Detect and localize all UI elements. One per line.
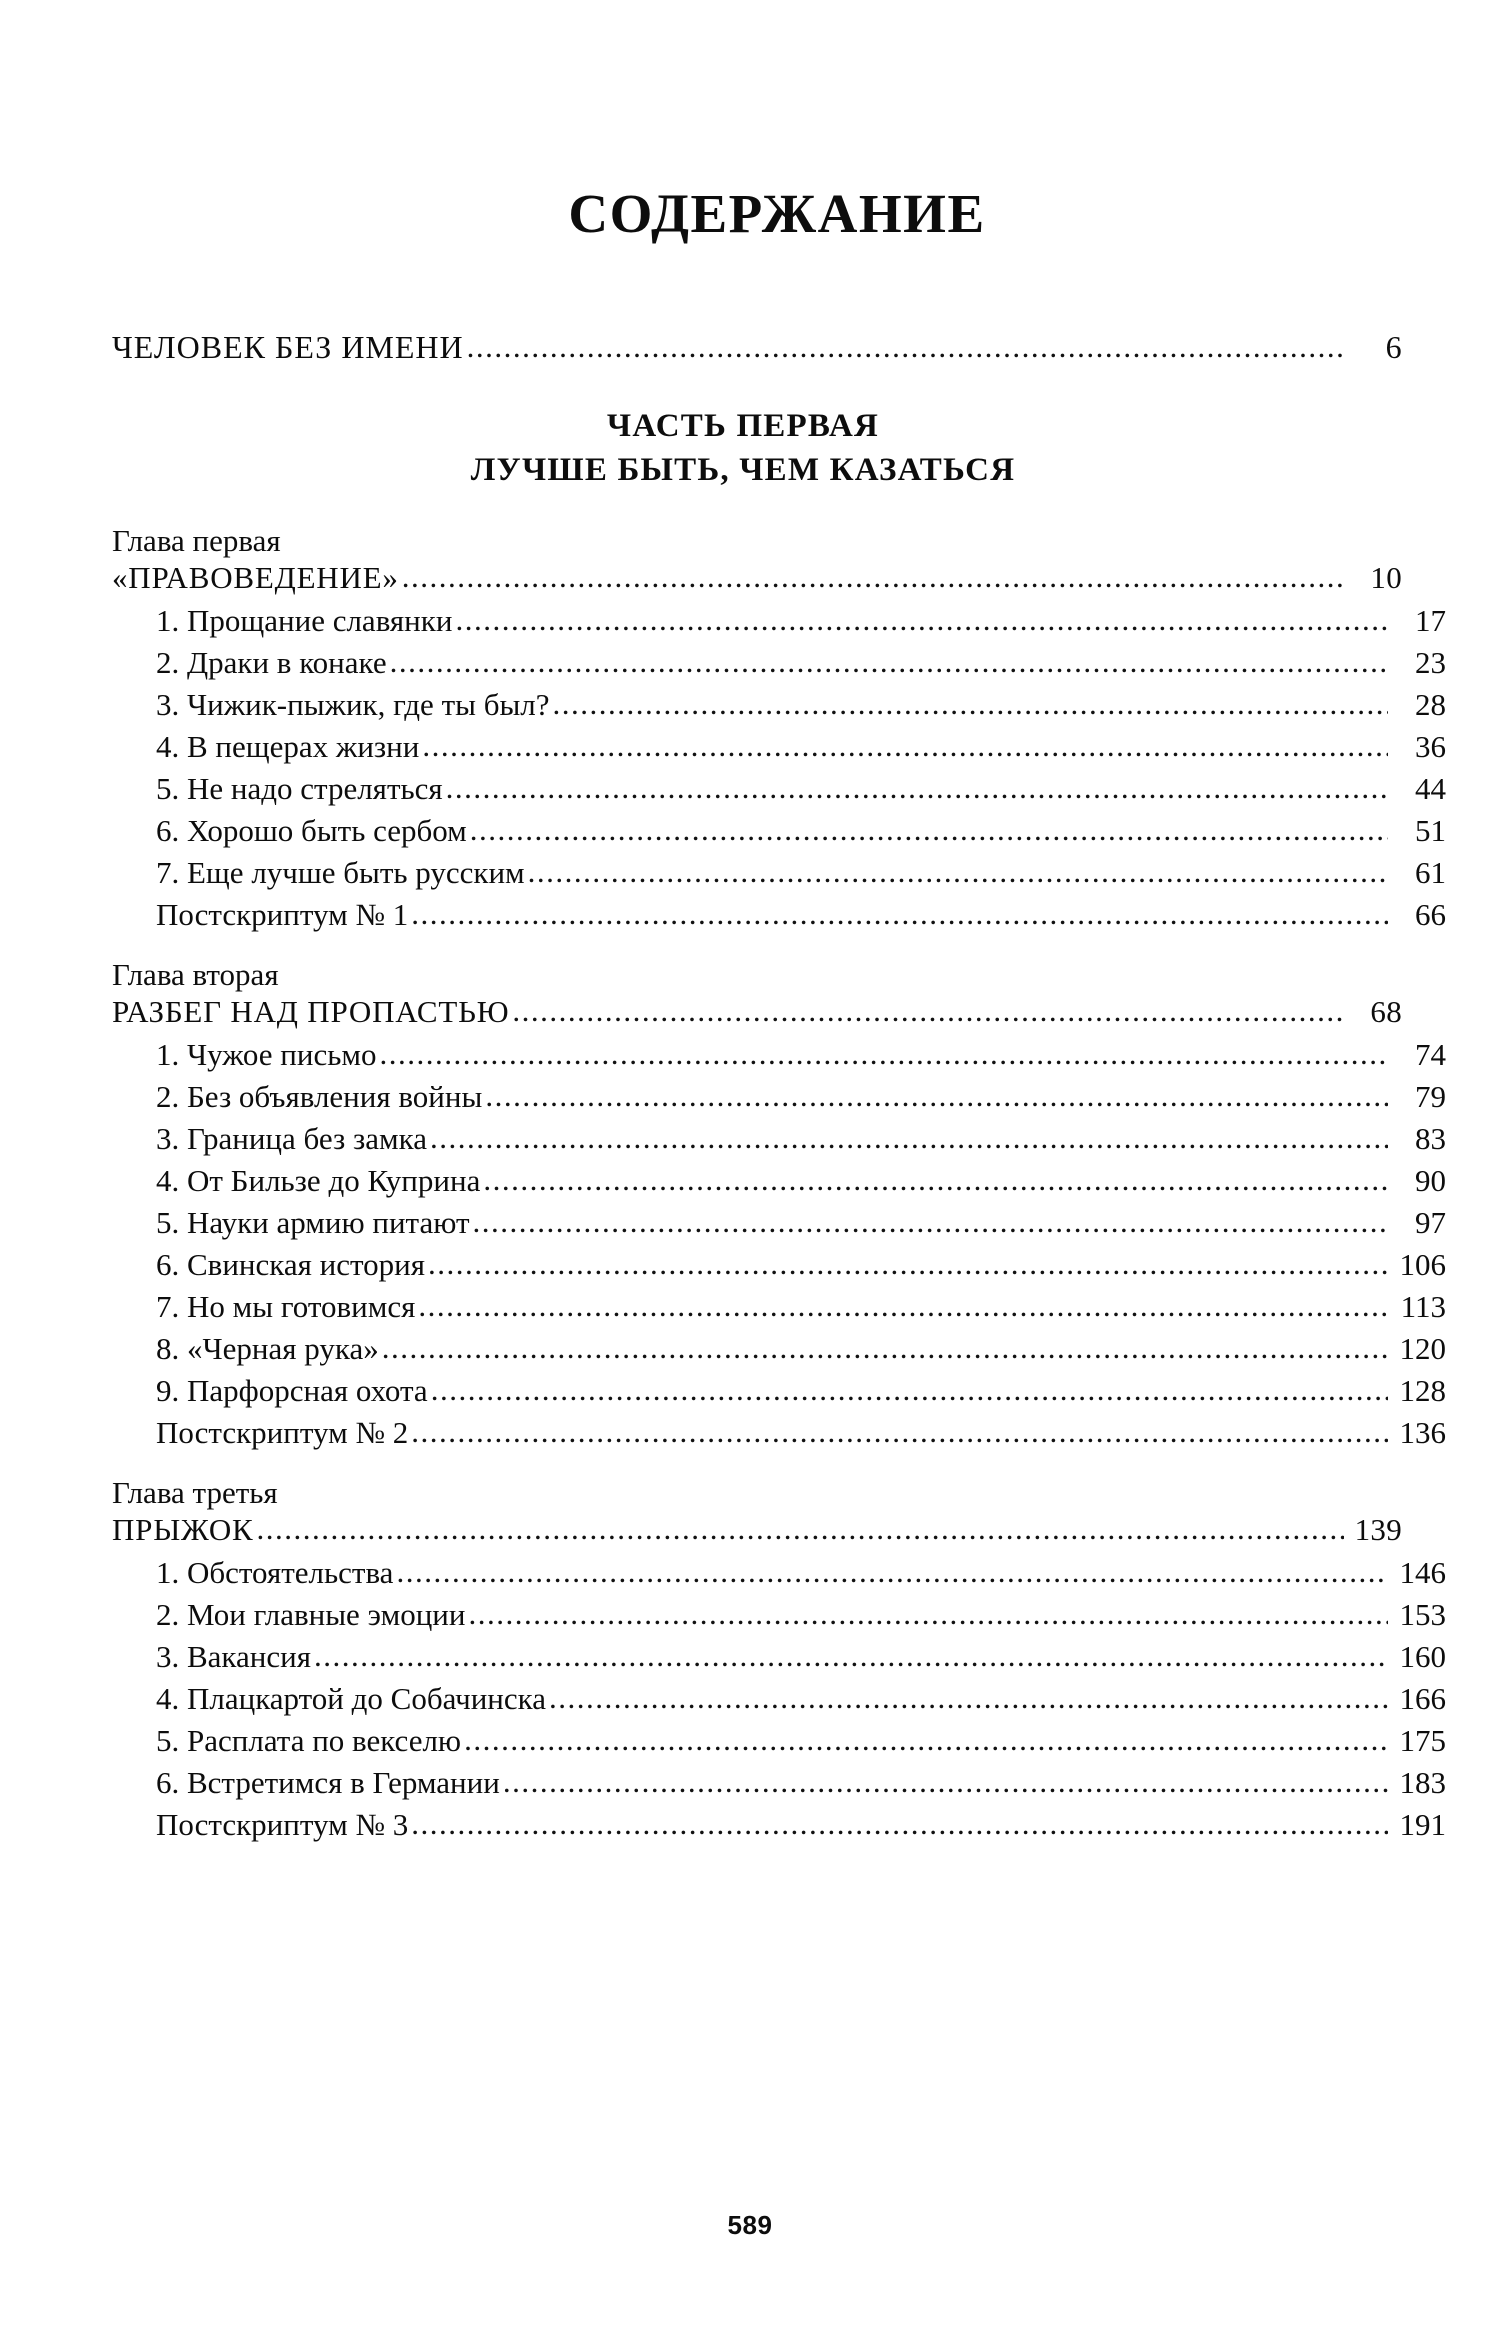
item-label: 5. Науки армию питают: [156, 1204, 470, 1240]
list-item[interactable]: [112, 1246, 1446, 1282]
list-item[interactable]: [112, 1120, 1446, 1156]
chapter-page: 139: [1354, 1511, 1402, 1547]
item-label: 1. Прощание славянки: [156, 602, 453, 638]
item-label: 3. Граница без замка: [156, 1120, 427, 1156]
dot-leader: [379, 1038, 1388, 1069]
list-item[interactable]: [112, 1806, 1446, 1842]
item-label: Постскриптум № 1: [156, 896, 409, 932]
item-page: 66: [1415, 896, 1446, 932]
dot-leader: [430, 1122, 1388, 1153]
item-label: Постскриптум № 2: [156, 1414, 409, 1450]
list-item[interactable]: [112, 770, 1446, 806]
item-page: 136: [1399, 1414, 1446, 1450]
item-label: 4. В пещерах жизни: [156, 728, 420, 764]
list-item[interactable]: [112, 1162, 1446, 1198]
item-page: 160: [1399, 1638, 1446, 1674]
item-page: 183: [1399, 1764, 1446, 1800]
dot-leader: [549, 1682, 1388, 1713]
dot-leader: [431, 1374, 1388, 1405]
item-page: 120: [1399, 1330, 1446, 1366]
item-page: 90: [1415, 1162, 1446, 1198]
item-page: 97: [1415, 1204, 1446, 1240]
list-item[interactable]: [112, 854, 1446, 890]
chapter-title-entry[interactable]: [112, 559, 1402, 595]
chapter-items: [112, 602, 1446, 932]
list-item[interactable]: [112, 728, 1446, 764]
item-label: 4. От Бильзе до Куприна: [156, 1162, 481, 1198]
item-page: 128: [1399, 1372, 1446, 1408]
item-page: 113: [1400, 1288, 1446, 1324]
list-item[interactable]: [112, 686, 1446, 722]
dot-leader: [390, 646, 1388, 677]
list-item[interactable]: [112, 1638, 1446, 1674]
chapter-title: ПРЫЖОК: [112, 1511, 254, 1547]
toc-content: [112, 0, 1446, 1842]
item-page: 166: [1399, 1680, 1446, 1716]
chapter-group: [112, 956, 1446, 1450]
item-label: 3. Чижик-пыжик, где ты был?: [156, 686, 550, 722]
list-item[interactable]: [112, 896, 1446, 932]
chapter-title: РАЗБЕГ НАД ПРОПАСТЬЮ: [112, 993, 510, 1029]
item-page: 28: [1415, 686, 1446, 722]
dot-leader: [455, 604, 1388, 635]
chapter-group: [112, 1474, 1446, 1842]
list-item[interactable]: [112, 812, 1446, 848]
item-page: 79: [1415, 1078, 1446, 1114]
item-label: 1. Чужое письмо: [156, 1036, 377, 1072]
item-label: 5. Не надо стреляться: [156, 770, 443, 806]
item-page: 51: [1415, 812, 1446, 848]
chapter-label: Глава вторая: [112, 956, 279, 992]
toc-entry-page: 6: [1385, 329, 1402, 365]
dot-leader: [485, 1080, 1388, 1111]
item-page: 23: [1415, 644, 1446, 680]
dot-leader: [411, 1808, 1388, 1839]
list-item[interactable]: [112, 1330, 1446, 1366]
list-item[interactable]: [112, 644, 1446, 680]
dot-leader: [314, 1640, 1388, 1671]
page-title: СОДЕРЖАНИЕ: [568, 183, 986, 244]
item-label: 7. Но мы готовимся: [156, 1288, 416, 1324]
toc-entry-label: ЧЕЛОВЕК БЕЗ ИМЕНИ: [112, 329, 464, 365]
item-label: 2. Драки в конаке: [156, 644, 387, 680]
item-page: 61: [1415, 854, 1446, 890]
chapter-title: «ПРАВОВЕДЕНИЕ»: [112, 559, 399, 595]
item-label: 6. Хорошо быть сербом: [156, 812, 467, 848]
part-heading: [112, 405, 1402, 492]
dot-leader: [528, 856, 1388, 887]
list-item[interactable]: [112, 1554, 1446, 1590]
page-folio: 589: [727, 2210, 773, 2240]
item-label: 6. Свинская история: [156, 1246, 425, 1282]
part-heading-line2: ЛУЧШЕ БЫТЬ, ЧЕМ КАЗАТЬСЯ: [470, 451, 1016, 488]
item-page: 175: [1399, 1722, 1446, 1758]
dot-leader: [428, 1248, 1388, 1279]
list-item[interactable]: [112, 1596, 1446, 1632]
chapter-group: [112, 522, 1446, 932]
dot-leader: [411, 1416, 1388, 1447]
dot-leader: [467, 330, 1344, 362]
item-page: 106: [1399, 1246, 1446, 1282]
dot-leader: [257, 1513, 1344, 1544]
item-label: 4. Плацкартой до Собачинска: [156, 1680, 546, 1716]
chapter-items: [112, 1036, 1446, 1450]
item-label: 1. Обстоятельства: [156, 1554, 394, 1590]
item-label: 6. Встретимся в Германии: [156, 1764, 500, 1800]
chapter-label: Глава первая: [112, 523, 281, 559]
item-page: 44: [1415, 770, 1446, 806]
dot-leader: [446, 772, 1388, 803]
dot-leader: [382, 1332, 1388, 1363]
dot-leader: [503, 1766, 1388, 1797]
item-label: 8. «Черная рука»: [156, 1330, 379, 1366]
dot-leader: [512, 995, 1344, 1026]
chapter-page: 68: [1370, 993, 1402, 1029]
item-page: 83: [1415, 1120, 1446, 1156]
dot-leader: [411, 898, 1388, 929]
dot-leader: [470, 814, 1388, 845]
item-page: 74: [1415, 1036, 1446, 1072]
item-page: 17: [1415, 602, 1446, 638]
list-item[interactable]: [112, 1680, 1446, 1716]
list-item[interactable]: [112, 1036, 1446, 1072]
dot-leader: [553, 688, 1388, 719]
item-label: 2. Мои главные эмоции: [156, 1596, 466, 1632]
list-item[interactable]: [112, 1204, 1446, 1240]
list-item[interactable]: [112, 1722, 1446, 1758]
item-label: 5. Расплата по векселю: [156, 1722, 462, 1758]
list-item[interactable]: [112, 1372, 1446, 1408]
dot-leader: [473, 1206, 1388, 1237]
item-page: 36: [1415, 728, 1446, 764]
list-item[interactable]: [112, 1288, 1446, 1324]
item-label: 7. Еще лучше быть русским: [156, 854, 525, 890]
dot-leader: [422, 730, 1388, 761]
dot-leader: [464, 1724, 1388, 1755]
dot-leader: [402, 561, 1344, 592]
item-label: 2. Без объявления войны: [156, 1078, 483, 1114]
item-page: 146: [1399, 1554, 1446, 1590]
chapter-items: [112, 1554, 1446, 1842]
toc-entry-top[interactable]: [112, 331, 1402, 363]
chapter-page: 10: [1370, 559, 1402, 595]
dot-leader: [483, 1164, 1388, 1195]
item-label: 3. Вакансия: [156, 1638, 311, 1674]
chapter-title-entry[interactable]: [112, 993, 1402, 1029]
item-page: 191: [1399, 1806, 1446, 1842]
list-item[interactable]: [112, 1764, 1446, 1800]
dot-leader: [418, 1290, 1388, 1321]
chapter-title-entry[interactable]: [112, 1511, 1402, 1547]
part-heading-line1: ЧАСТЬ ПЕРВАЯ: [606, 408, 880, 444]
list-item[interactable]: [112, 1078, 1446, 1114]
item-label: 9. Парфорсная охота: [156, 1372, 428, 1408]
item-label: Постскриптум № 3: [156, 1806, 409, 1842]
item-page: 153: [1399, 1596, 1446, 1632]
chapter-label: Глава третья: [112, 1474, 278, 1510]
dot-leader: [469, 1598, 1389, 1629]
list-item[interactable]: [112, 602, 1446, 638]
list-item[interactable]: [112, 1414, 1446, 1450]
dot-leader: [396, 1556, 1388, 1587]
